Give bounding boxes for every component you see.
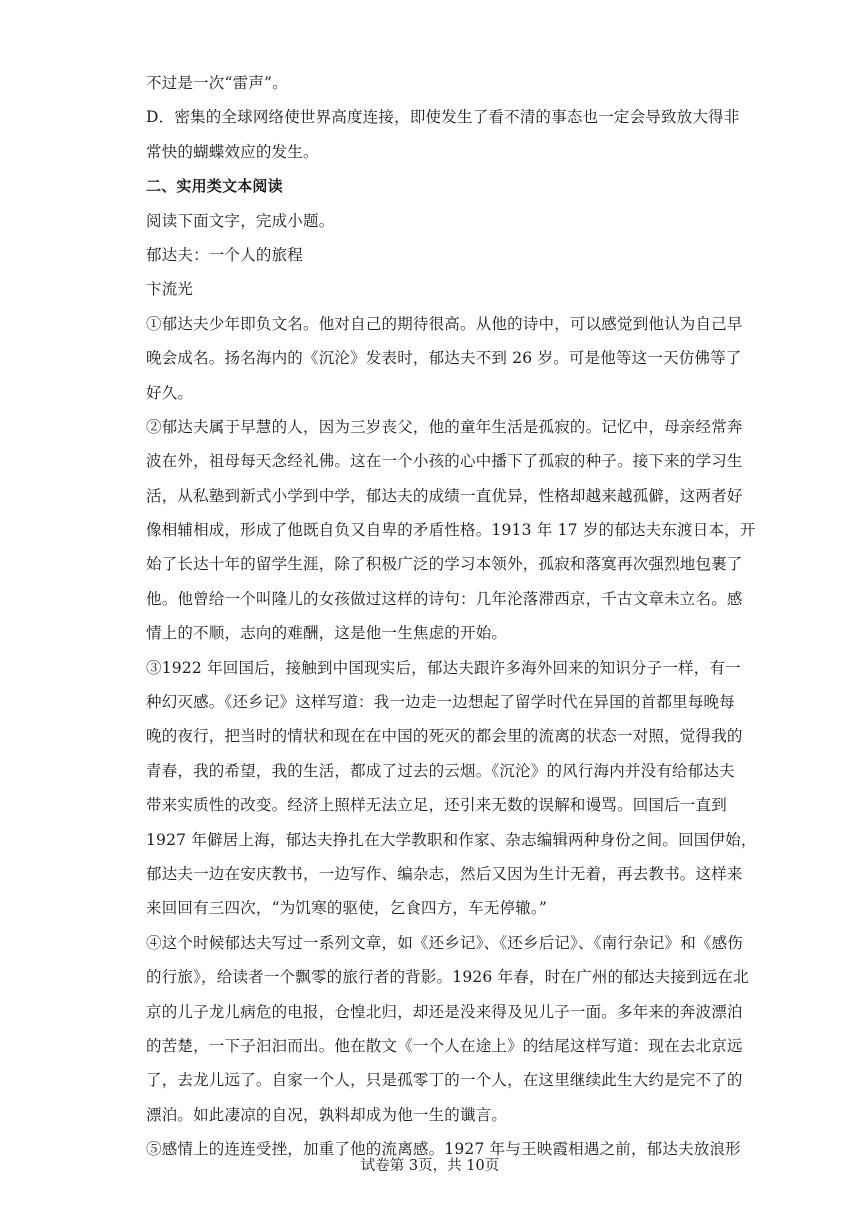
text-line: 晚的夜行，把当时的情状和现在在中国的死灭的都会里的流离的状态一对照，觉得我的 xyxy=(146,727,743,746)
text-line: ⑤感情上的连连受挫，加重了他的流离感。1927 年与王映霞相遇之前，郁达夫放浪形 xyxy=(146,1140,741,1159)
text-line: 1927 年僻居上海，郁达夫挣扎在大学教职和作家、杂志编辑两种身份之间。回国伊始， xyxy=(146,830,757,849)
text-line: 青春，我的希望，我的生活，都成了过去的云烟。《沉沦》的风行海内并没有给郁达夫 xyxy=(146,761,735,780)
text-line: 不过是一次“雷声”。 xyxy=(146,74,288,92)
text-line: 常快的蝴蝶效应的发生。 xyxy=(146,142,319,161)
document-body xyxy=(146,66,757,1167)
text-line: 京的儿子龙儿病危的电报，仓惶北归，却还是没来得及见儿子一面。多年来的奔波漂泊 xyxy=(146,1002,743,1021)
text-line: 漂泊。如此凄凉的自况，孰料却成为他一生的谶言。 xyxy=(146,1105,508,1124)
page-footer: 试卷第 3页，共 10页 xyxy=(360,1158,500,1174)
text-line: 带来实质性的改变。经济上照样无法立足，还引来无数的误解和谩骂。回国后一直到 xyxy=(146,796,727,815)
text-line: 好久。 xyxy=(146,383,194,402)
text-line: 像相辅相成，形成了他既自负又自卑的矛盾性格。1913 年 17 岁的郁达夫东渡日本，开 xyxy=(146,521,756,540)
text-line: 他。他曾给一个叫隆儿的女孩做过这样的诗句：几年沦落滞西京，千古文章未立名。感 xyxy=(146,589,743,608)
text-line: D．密集的全球网络使世界高度连接，即使发生了看不清的事态也一定会导致放大得非 xyxy=(146,108,740,127)
text-line: 阅读下面文字，完成小题。 xyxy=(146,211,335,230)
text-line: 来回回有三四次，“为饥寒的驱使，乞食四方，车无停辙。” xyxy=(146,899,547,918)
text-line: ①郁达夫少年即负文名。他对自己的期待很高。从他的诗中，可以感觉到他认为自己早 xyxy=(146,314,743,333)
text-line: 活，从私塾到新式小学到中学，郁达夫的成绩一直优异，性格却越来越孤僻，这两者好 xyxy=(146,486,743,505)
text-line: ②郁达夫属于早慧的人，因为三岁丧父，他的童年生活是孤寂的。记忆中，母亲经常奔 xyxy=(146,417,743,436)
text-line: 情上的不顺，志向的难酬，这是他一生焦虑的开始。 xyxy=(146,624,508,643)
text-line: 种幻灭感。《还乡记》这样写道：我一边走一边想起了留学时代在异国的首都里每晚每 xyxy=(146,693,735,712)
text-line: ③1922 年回国后，接触到中国现实后，郁达夫跟许多海外回来的知识分子一样，有一 xyxy=(146,658,741,677)
text-line: 卞流光 xyxy=(146,280,194,299)
text-line: 晚会成名。扬名海内的《沉沦》发表时，郁达夫不到 26 岁。可是他等这一天仿佛等了 xyxy=(146,349,742,368)
text-line: 郁达夫：一个人的旅程 xyxy=(146,245,304,264)
text-line: 的行旅》，给读者一个飘零的旅行者的背影。1926 年春，时在广州的郁达夫接到远在北 xyxy=(146,968,749,987)
text-line: 始了长达十年的留学生涯，除了积极广泛的学习本领外，孤寂和落寞再次强烈地包裹了 xyxy=(146,555,743,574)
section-heading: 二、实用类文本阅读 xyxy=(146,177,283,196)
text-line: 波在外，祖母每天念经礼佛。这在一个小孩的心中播下了孤寂的种子。接下来的学习生 xyxy=(146,452,743,471)
text-line: 了，去龙儿远了。自家一个人，只是孤零丁的一个人，在这里继续此生大约是完不了的 xyxy=(146,1071,743,1090)
text-line: 郁达夫一边在安庆教书，一边写作、编杂志，然后又因为生计无着，再去教书。这样来 xyxy=(146,864,743,883)
text-line: ④这个时候郁达夫写过一系列文章，如《还乡记》、《还乡后记》、《南行杂记》和《感伤 xyxy=(146,933,744,952)
text-line: 的苦楚，一下子汩汩而出。他在散文《一个人在途上》的结尾这样写道：现在去北京远 xyxy=(146,1036,743,1055)
